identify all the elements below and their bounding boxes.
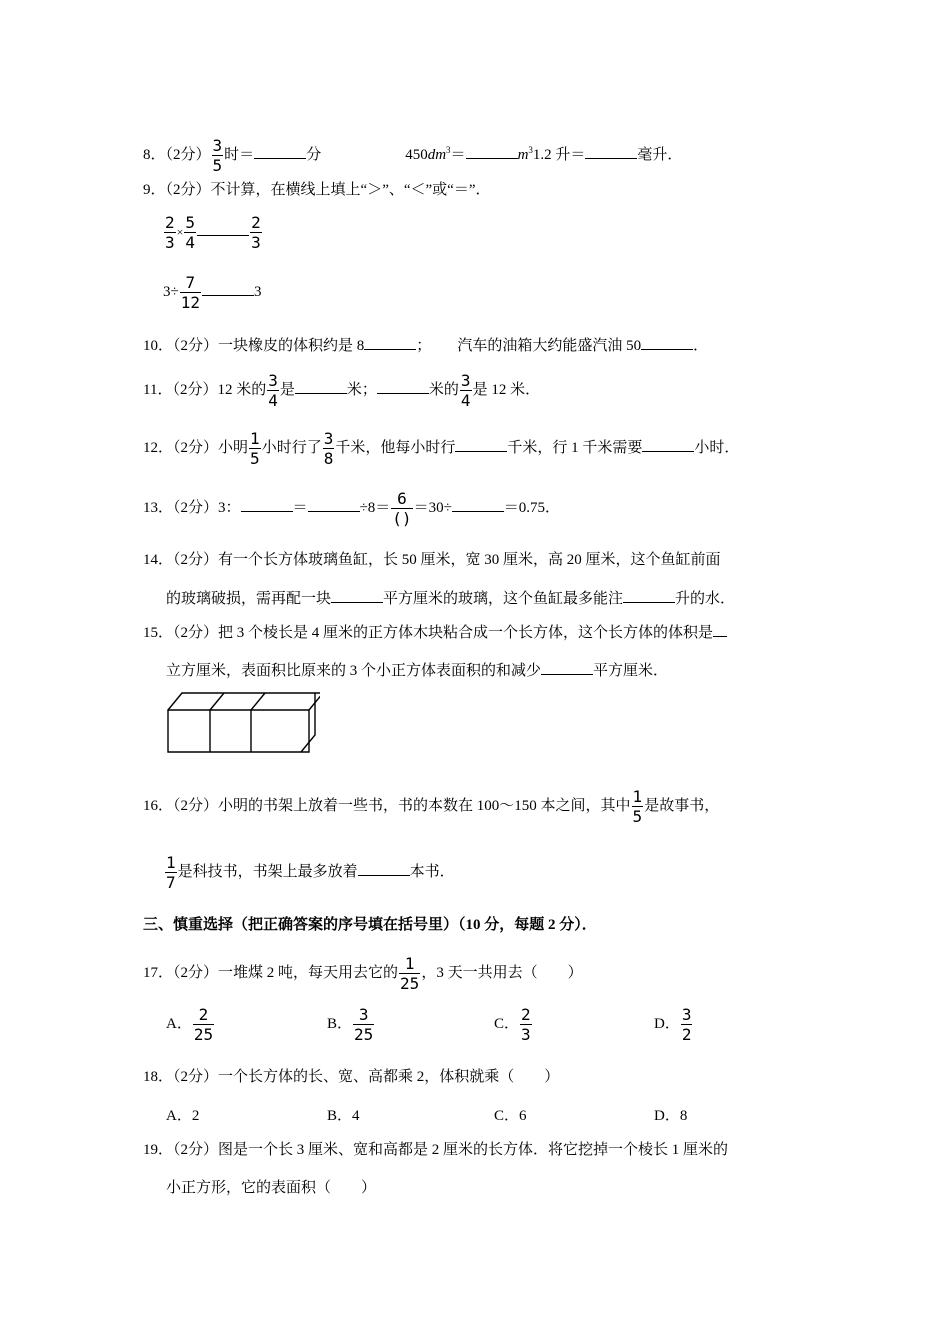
question-14: 14．（2分）有一个长方体玻璃鱼缸，长 50 厘米，宽 30 厘米，高 20 厘米，这个鱼缸前面 xyxy=(143,552,721,568)
answer-blank[interactable] xyxy=(241,497,293,512)
answer-blank[interactable] xyxy=(641,335,693,350)
q18-option-c[interactable]: C．6 xyxy=(494,1108,527,1124)
three-cubes-figure xyxy=(160,688,320,758)
answer-blank[interactable] xyxy=(377,379,429,394)
q18-option-b[interactable]: B．4 xyxy=(327,1108,360,1124)
answer-blank[interactable] xyxy=(623,588,675,603)
question-15: 15．（2分）把 3 个棱长是 4 厘米的正方体木块粘合成一个长方体，这个长方体的体积是 xyxy=(143,622,727,643)
q17-option-d[interactable]: D． $\frac{3}{2}$ xyxy=(654,1005,692,1044)
question-18: 18．（2分）一个长方体的长、宽、高都乘 2，体积就乘（ ） xyxy=(143,1069,560,1085)
question-13: 13．（2分）3： ＝ ÷8＝ $\frac{6}{()}$ ＝30÷ ＝0.75． xyxy=(143,489,561,529)
answer-blank[interactable] xyxy=(642,437,694,452)
q17-option-b[interactable]: B． $\frac{3}{25}$ xyxy=(327,1005,374,1044)
answer-blank[interactable] xyxy=(295,379,347,394)
answer-blank[interactable] xyxy=(713,622,727,637)
question-9: 9．（2分）不计算，在横线上填上“＞”、“＜”或“＝”． xyxy=(143,182,491,198)
q9-item-b: 3÷ $\frac{7}{12}$ 3 xyxy=(163,273,262,313)
answer-blank[interactable] xyxy=(455,437,507,452)
question-12: 12．（2分）小明 $\frac{1}{5}$ 小时行了 $\frac{3}{8}$ 千米，他每小时行 千米，行 1 千米需要 小时． xyxy=(143,429,740,469)
question-17: 17．（2分）一堆煤 2 吨，每天用去它的 $\frac{1}{25}$ ，3 天一共用去（ ） xyxy=(143,954,583,994)
answer-blank[interactable] xyxy=(308,497,360,512)
q17-option-c[interactable]: C． $\frac{2}{3}$ xyxy=(494,1005,531,1044)
section-3-heading: 三、慎重选择（把正确答案的序号填在括号里）（10 分，每题 2 分）． xyxy=(143,917,597,933)
question-11: 11．（2分）12 米的 $\frac{3}{4}$ 是 米； 米的 $\frac{3}{4}$ 是 12 米． xyxy=(143,371,541,411)
answer-blank[interactable] xyxy=(254,144,306,159)
answer-blank[interactable] xyxy=(364,335,416,350)
answer-blank[interactable] xyxy=(331,588,383,603)
q18-option-d[interactable]: D．8 xyxy=(654,1108,688,1124)
question-14-line2: 的玻璃破损，需再配一块 平方厘米的玻璃，这个鱼缸最多能注 升的水． xyxy=(166,588,735,609)
answer-blank[interactable] xyxy=(358,861,410,876)
q9-item-a: $\frac{2}{3}$ × $\frac{5}{4}$ $\frac{2}{3}$ xyxy=(165,213,261,253)
answer-blank[interactable] xyxy=(202,281,254,296)
question-8: 8．（2分） $\frac{3}{5}$ 时＝ 分 $450dm^3= m^31.2$ 升＝ 毫升． xyxy=(143,136,683,176)
q17-option-a[interactable]: A． $\frac{2}{25}$ xyxy=(166,1005,214,1044)
question-15-line2: 立方厘米，表面积比原来的 3 个小正方体表面积的和减少 平方厘米． xyxy=(166,660,668,681)
question-16-line2: $\frac{1}{7}$ 是科技书，书架上最多放着 本书． xyxy=(166,853,455,893)
answer-blank[interactable] xyxy=(452,497,504,512)
answer-blank[interactable] xyxy=(197,221,249,236)
answer-blank[interactable] xyxy=(541,660,593,675)
question-10: 10．（2分）一块橡皮的体积约是 8 ； 汽车的油箱大约能盛汽油 50 ． xyxy=(143,335,708,356)
question-19-line2: 小正方形，它的表面积（ ） xyxy=(166,1180,377,1196)
q8-fraction: $\frac{3}{5}$ xyxy=(212,136,223,176)
question-16: 16．（2分）小明的书架上放着一些书，书的本数在 100～150 本之间，其中 $\frac{1}{5}$ 是故事书， xyxy=(143,787,720,827)
answer-blank[interactable] xyxy=(466,144,518,159)
q8-points: （2分） xyxy=(165,147,211,163)
answer-blank[interactable] xyxy=(585,144,637,159)
question-19: 19．（2分）图是一个长 3 厘米、宽和高都是 2 厘米的长方体．将它挖掉一个棱长 1 厘米的 xyxy=(143,1142,729,1158)
q18-option-a[interactable]: A．2 xyxy=(166,1108,200,1124)
q8-number: 8． xyxy=(143,147,166,163)
